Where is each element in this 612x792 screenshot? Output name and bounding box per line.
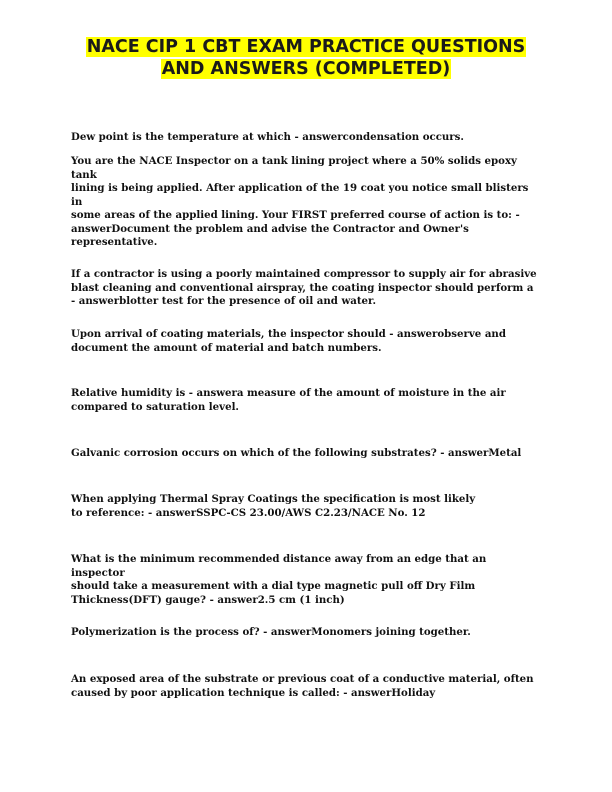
qa-line: Dew point is the temperature at which - answercondensation occurs. [71,131,464,143]
qa-line: Thickness(DFT) gauge? - answer2.5 cm (1 inch) [71,593,345,606]
qa-item-2 [71,155,541,250]
qa-line: document the amount of material and batch numbers. [71,341,382,354]
qa-line: If a contractor is using a poorly maintained compressor to supply air for abrasive [71,268,537,280]
qa-item-5 [71,387,541,414]
qa-line: When applying Thermal Spray Coatings the specification is most likely [71,493,476,505]
qa-item-9 [71,626,541,640]
qa-item-4 [71,328,541,355]
qa-line: some areas of the applied lining. Your FIRST preferred course of action is to: - [71,209,520,221]
qa-line: What is the minimum recommended distance away from an edge that an inspector [71,553,487,579]
page-title [40,36,572,80]
qa-line: compared to saturation level. [71,400,239,413]
qa-item-6 [71,447,541,461]
qa-line: Polymerization is the process of? - answerMonomers joining together. [71,626,471,638]
qa-item-3 [71,268,541,309]
qa-line: answerDocument the problem and advise the Contractor and Owner's [71,222,469,235]
qa-line: Upon arrival of coating materials, the inspector should - answerobserve and [71,328,506,340]
qa-item-10 [71,673,541,700]
qa-line: Galvanic corrosion occurs on which of the following substrates? - answerMetal [71,447,522,459]
qa-line: to reference: - answerSSPC-CS 23.00/AWS C2.23/NACE No. 12 [71,506,426,519]
title-line-1: NACE CIP 1 CBT EXAM PRACTICE QUESTIONS [86,37,526,57]
qa-line: blast cleaning and conventional airspray, the coating inspector should perform a [71,281,534,294]
qa-line: - answerblotter test for the presence of oil and water. [71,295,376,307]
qa-item-7 [71,493,541,520]
title-line-2: AND ANSWERS (COMPLETED) [161,59,451,79]
qa-item-8 [71,553,541,607]
qa-line: caused by poor application technique is called: - answerHoliday [71,686,436,699]
qa-line: should take a measurement with a dial type magnetic pull off Dry Film [71,580,476,592]
qa-line: lining is being applied. After application of the 19 coat you notice small blisters in [71,182,529,208]
qa-item-1 [71,131,541,145]
qa-line: An exposed area of the substrate or previous coat of a conductive material, often [71,673,534,685]
qa-line: You are the NACE Inspector on a tank lining project where a 50% solids epoxy tank [71,155,517,181]
qa-line: Relative humidity is - answera measure of the amount of moisture in the air [71,387,506,399]
qa-line: representative. [71,236,158,248]
